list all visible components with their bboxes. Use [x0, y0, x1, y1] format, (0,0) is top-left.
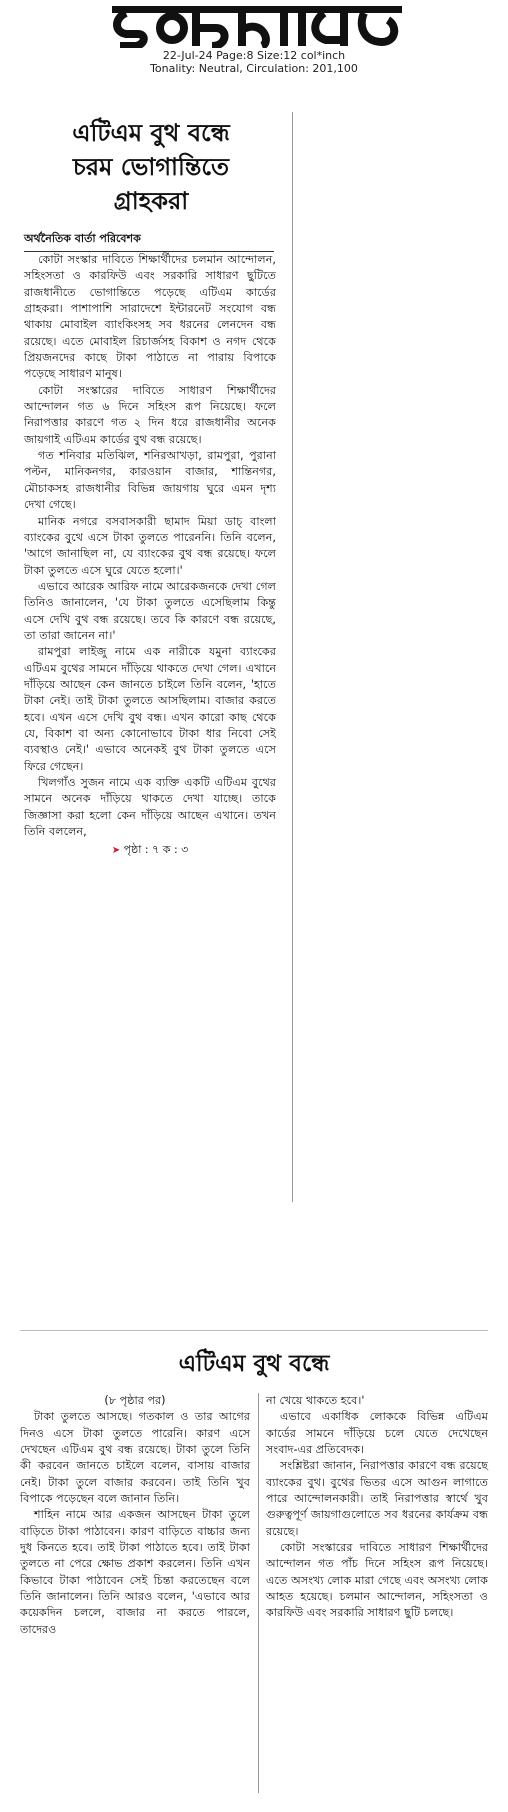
clipping-meta-line2: Tonality: Neutral, Circulation: 201,100 [150, 62, 358, 75]
masthead-logo [112, 2, 402, 48]
continued-from-label: (৮ পৃষ্ঠার পর) [104, 1394, 166, 1407]
article-body [24, 252, 276, 860]
headline-line-2: চরম ভোগান্তিতে [72, 153, 230, 181]
jump-arrow-icon: ➤ [111, 845, 121, 857]
article-paragraph: কোটা সংস্কার দাবিতে শিক্ষার্থীদের চলমান আন্দোলন, সহিংসতা ও কারফিউ এবং সরকারি সাধারণ ছুটিতে রাজধানীতে ভোগান্তিতে পড়েছে এটিএম কার্ডের গ্রাহকরা। পাশাপাশি সারাদেশে ইন্টারনেট সংযোগ বন্ধ থাকায় মোবাইল ব্যাংকিংসহ সব ধরনের লেনদেন বন্ধ রয়েছে। এতে মোবাইল রিচার্জসহ বিকাশ ও নগদ থেকে প্রিয়জনদের কাছে টাকা পাঠাতে না পারায় বিপাকে পড়েছে সাধারণ মানুষ। [24, 253, 276, 381]
clipping-meta-line1: 22-Jul-24 Page:8 Size:12 col*inch [162, 49, 346, 62]
continuation-paragraph: শাহিন নামে আর একজন আসছেন টাকা তুলে বাড়িতে টাকা পাঠাবেন। কারণ বাড়িতে বাচ্চার জন্য দুধ কিনতে হবে। তাই টাকা পাঠাতে হবে। তাই টাকা তুলতে না পেরে ক্ষোভ প্রকাশ করলেন। তিনি এখন কিভাবে টাকা পাঠাবেন সেই চিন্তা করতেছেন বলে তিনি জানালেন। তিনি আরও বলেন, 'এভাবে আর কয়েকদিন চললে, বাজার না করতে পারলে, তাদেরও [20, 1508, 250, 1636]
byline: অর্থনৈতিক বার্তা পরিবেশক [24, 230, 274, 252]
article-paragraph: মানিক নগরে বসবাসকারী ছামাদ মিয়া ডাচ্ বাংলা ব্যাংকের বুথে এসে টাকা তুলতে পারেননি। তিনি বলেন, 'আগে জানাছিল না, যে ব্যাংকের বুথ বন্ধ রয়েছে। ফলে টাকা তুলতে এসে ঘুরে যেতে হলো।' [24, 514, 276, 577]
jump-line [24, 842, 276, 859]
masthead-logo-art [112, 2, 402, 48]
article-paragraph: কোটা সংস্কারের দাবিতে সাধারণ শিক্ষার্থীদের আন্দোলন গত ৬ দিনে সহিংস রূপ নিয়েছে। ফলে নিরাপত্তার কারণে গত ২ দিন ধরে রাজধানীর অনেক জায়গাই এটিএম কার্ডের বুথ বন্ধ রয়েছে। [24, 383, 276, 446]
continuation-column-2 [266, 1393, 488, 1622]
continuation-paragraph: কোটা সংস্কারের দাবিতে সাধারণ শিক্ষার্থীদের আন্দোলন গত পাঁচ দিনে সহিংস রূপ নিয়েছে। এতে অসংখ্য লোক মারা গেছে এবং অসংখ্য লোক আহত হয়েছে। চলমান আন্দোলন, সহিংসতা ও কারফিউ এবং সরকারি সাধারণ ছুটি চলছে। [266, 1541, 488, 1620]
headline-line-1: এটিএম বুথ বন্ধে [72, 119, 230, 147]
continuation-paragraph: না খেয়ে থাকতে হবে।' [266, 1394, 365, 1407]
jump-reference: পৃষ্ঠা : ৭ ক : ৩ [123, 843, 189, 857]
continuation-headline: এটিএম বুথ বন্ধে [178, 1351, 330, 1377]
article-paragraph: এভাবে আরেক আরিফ নামে আরেকজনকে দেখা গেল তিনিও জানালেন, 'যে টাকা তুলতে এসেছিলাম কিন্তু এসে দেখি বুথ বন্ধ রয়েছে। তবে কি কারণে বন্ধ রয়েছে, তা তারা জানেন না।' [24, 579, 276, 642]
headline-line-3: গ্রাহকরা [113, 187, 189, 215]
column-divider [292, 112, 293, 1202]
article-paragraph: গত শনিবার মতিঝিল, শনিরআখড়া, রামপুরা, পুরানা পল্টন, মানিকনগর, কারওয়ান বাজার, শান্তিনগর, মৌচাকসহ রাজধানীর বিভিন্ন জায়গায় ঘুরে এমন দৃশ্য দেখা গেছে। [24, 449, 276, 512]
continuation-column-1 [20, 1393, 250, 1638]
continuation-paragraph: এভাবে একাধিক লোককে বিভিন্ন এটিএম কার্ডের সামনে দাঁড়িয়ে চলে যেতে দেখেছেন সংবাদ-এর প্রতিবেদক। [266, 1410, 488, 1457]
continuation-paragraph: সংশ্লিষ্টরা জানান, নিরাপত্তার কারণে বন্ধ রয়েছে ব্যাংকের বুথ। বুথের ভিতর এসে আগুন লাগাতে পারে আন্দোলনকারী। তাই নিরাপত্তার স্বার্থে খুব গুরুত্বপূর্ণ জায়গাগুলোতে সব ধরনের কার্যক্রম বন্ধ রয়েছে। [266, 1459, 488, 1538]
continuation-column-divider [258, 1393, 259, 1793]
article-paragraph: রামপুরা লাইজু নামে এক নারীকে যমুনা ব্যাংকের এটিএম বুথের সামনে দাঁড়িয়ে থাকতে দেখা গেল। এখানে দাঁড়িয়ে আছেন কেন জানতে চাইলে তিনি বলেন, 'হাতে টাকা নেই। তাই টাকা তুলতে আসছিলাম। বাজার করতে হবে। এখন এসে দেখি বুথ বন্ধ। এখন কারো কাছ থেকে যে, বিকাশ বা অন্য কোনোভাবে টাকা ধার নিবো সেই ব্যবস্থাও নেই।' এভাবে অনেকই বুথ টাকা তুলতে এসে ফিরে গেছেন। [24, 645, 276, 773]
continuation-paragraph: টাকা তুলতে আসছে। গতকাল ও তার আগের দিনও এসে টাকা তুলতে পারেনি। কারণ এসে দেখছেন এটিএম বুথ বন্ধ রয়েছে। টাকা তুলে তিনি কী করবেন জানতে চাইলে বলেন, বাসায় বাজার নেই। টাকা তুলে বাজার করবেন। তাই তিনি খুব বিপাকে পড়েছেন বলে জানান তিনি। [20, 1410, 250, 1506]
article-paragraph: খিলগাঁও সুজন নামে এক ব্যক্তি একটি এটিএম বুথের সামনে অনেক দাঁড়িয়ে থাকতে দেখা যাচ্ছে। তাকে জিজ্ঞাসা করা হলো কেন দাঁড়িয়ে আছেন এখানে। তখন তিনি বললেন, [24, 776, 276, 839]
section-divider [20, 1330, 488, 1331]
